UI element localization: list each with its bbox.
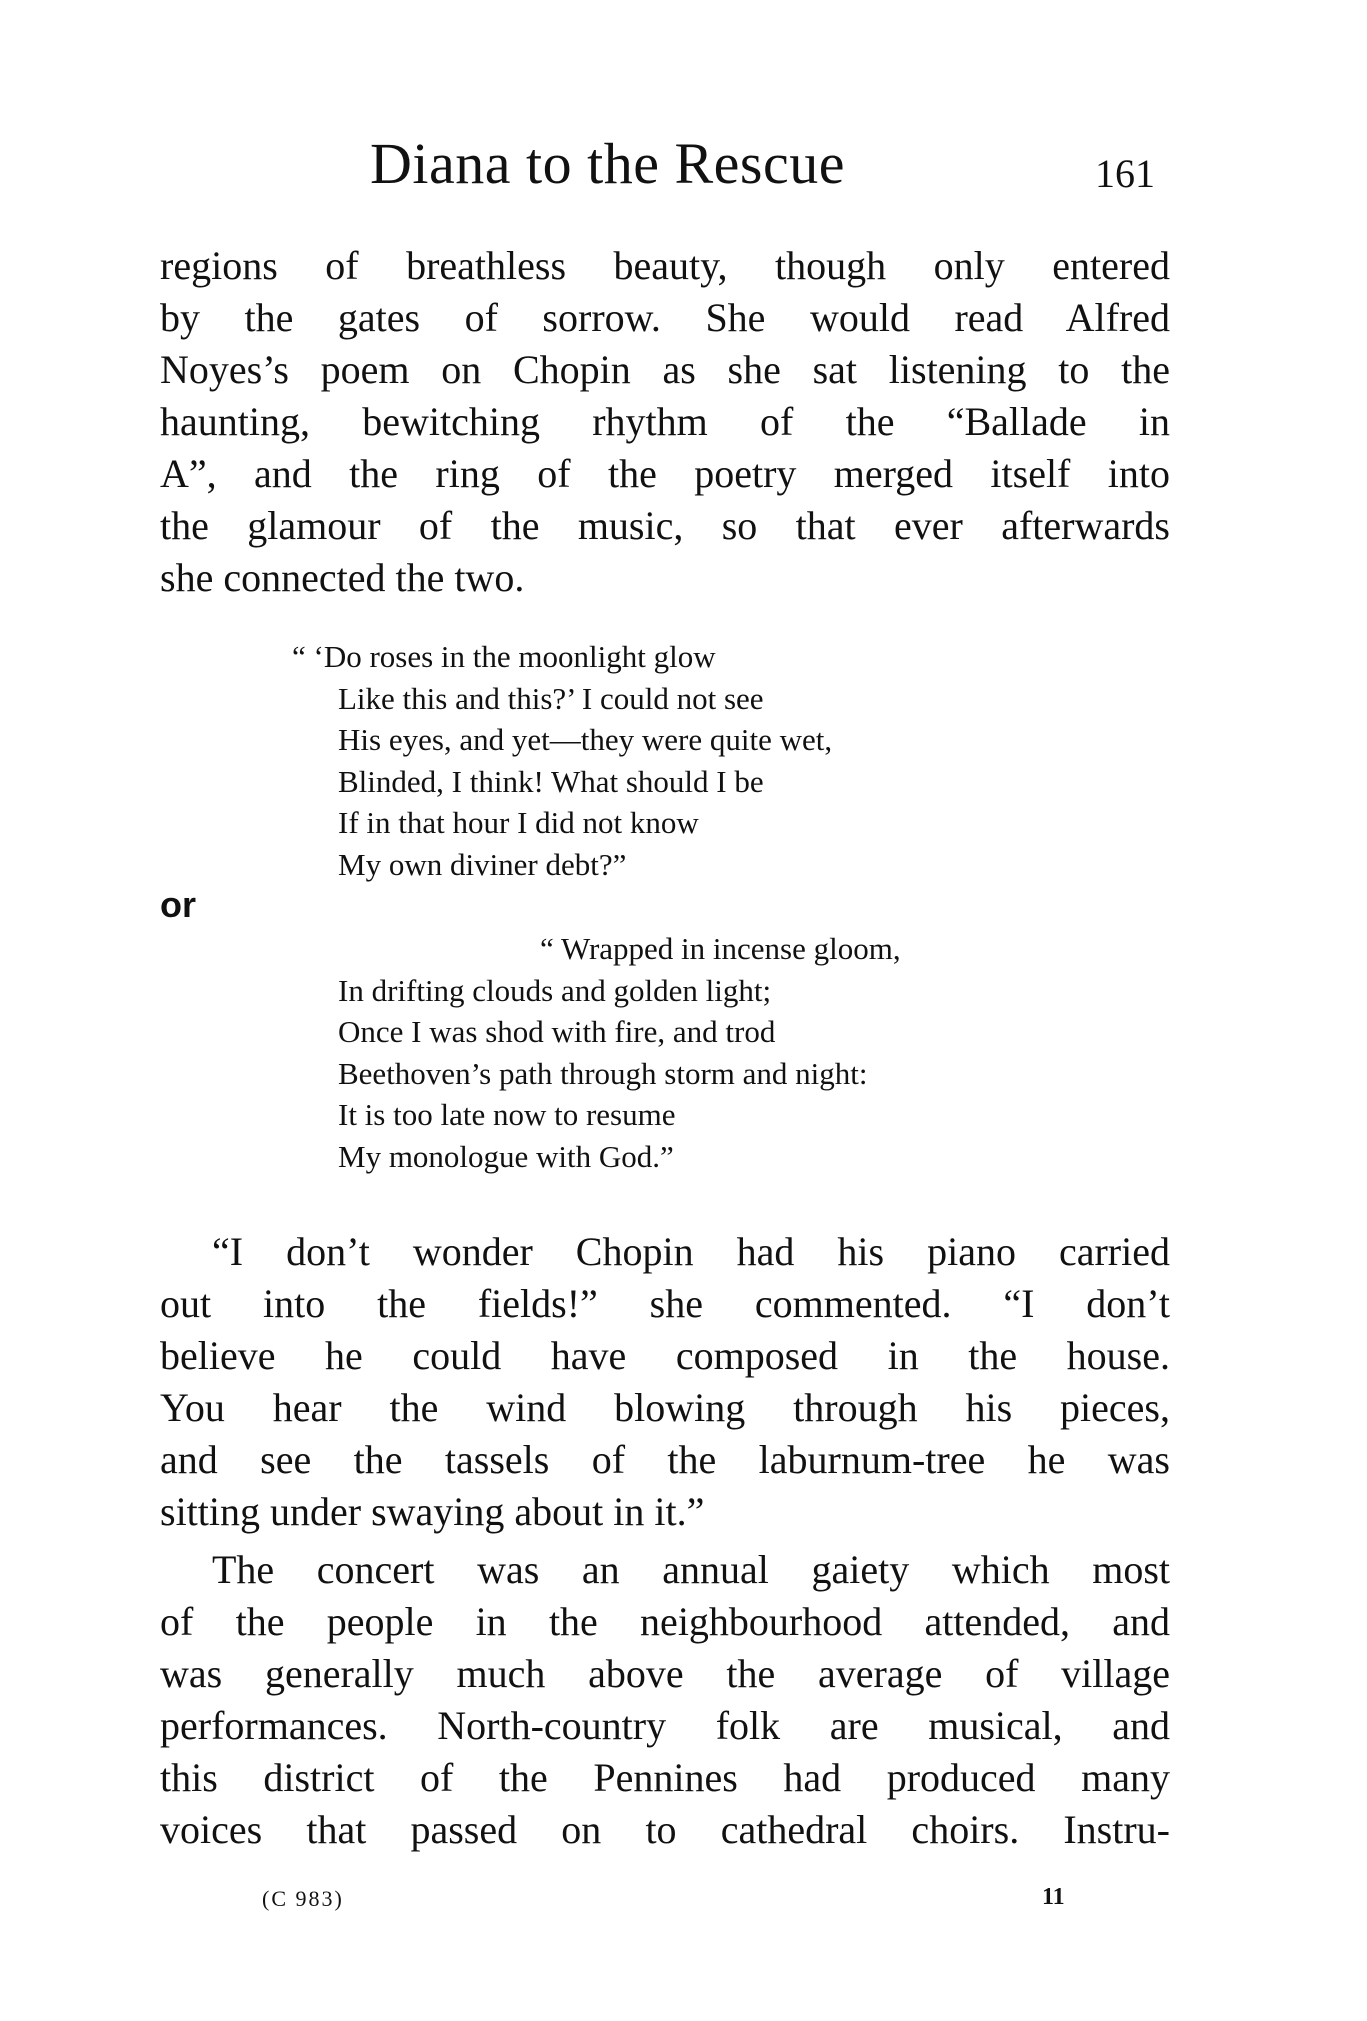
paragraph-3 — [160, 1544, 1170, 1856]
poem-line: It is too late now to resume — [338, 1097, 676, 1132]
text-line: voices that passed on to cathedral choirs. Instru- — [160, 1807, 1170, 1852]
text-line: regions of breathless beauty, though only entered — [160, 243, 1170, 288]
poem-quote-2 — [338, 928, 901, 1177]
poem-line: My own diviner debt?” — [338, 846, 627, 882]
poem-line: Once I was shod with fire, and trod — [338, 1014, 776, 1049]
connector-or: or — [160, 884, 196, 925]
text-line: this district of the Pennines had produced many — [160, 1755, 1170, 1800]
poem-line: “ Wrapped in incense gloom, — [540, 931, 901, 966]
poem-line: Like this and this?’ I could not see — [338, 680, 764, 716]
poem-line: Blinded, I think! What should I be — [338, 763, 764, 799]
sheet-number: 11 — [1042, 1884, 1065, 1910]
text-line: A”, and the ring of the poetry merged itself into — [160, 451, 1170, 496]
page-number: 161 — [1095, 151, 1155, 196]
text-line: performances. North-country folk are musical, and — [160, 1703, 1170, 1748]
text-line: the glamour of the music, so that ever afterwards — [160, 503, 1170, 548]
poem-line: His eyes, and yet—they were quite wet, — [338, 722, 833, 757]
text-line: haunting, bewitching rhythm of the “Ballade in — [160, 399, 1170, 444]
text-line: believe he could have composed in the house. — [160, 1333, 1170, 1378]
running-title: Diana to the Rescue — [370, 131, 845, 196]
poem-line: If in that hour I did not know — [338, 805, 699, 840]
text-line: and see the tassels of the laburnum-tree he was — [160, 1437, 1170, 1482]
poem-line: “ ‘Do roses in the moonlight glow — [292, 639, 716, 674]
text-line: of the people in the neighbourhood attended, and — [160, 1599, 1170, 1644]
text-line: The concert was an annual gaiety which most — [212, 1547, 1170, 1592]
text-line: sitting under swaying about in it.” — [160, 1489, 705, 1534]
text-line: “I don’t wonder Chopin had his piano carried — [212, 1229, 1170, 1274]
text-line: was generally much above the average of village — [160, 1651, 1170, 1696]
poem-quote-1 — [292, 636, 832, 885]
paragraph-2 — [160, 1226, 1170, 1538]
text-line: she connected the two. — [160, 555, 525, 600]
text-line: by the gates of sorrow. She would read Alfred — [160, 295, 1170, 340]
printer-signature: (C 983) — [262, 1886, 344, 1911]
poem-line: My monologue with God.” — [338, 1138, 674, 1174]
text-line: You hear the wind blowing through his pieces, — [160, 1385, 1170, 1430]
paragraph-1 — [160, 240, 1170, 604]
text-line: out into the fields!” she commented. “I don’t — [160, 1281, 1170, 1326]
text-line: Noyes’s poem on Chopin as she sat listening to the — [160, 347, 1170, 392]
poem-line: In drifting clouds and golden light; — [338, 972, 772, 1008]
poem-line: Beethoven’s path through storm and night: — [338, 1055, 868, 1091]
